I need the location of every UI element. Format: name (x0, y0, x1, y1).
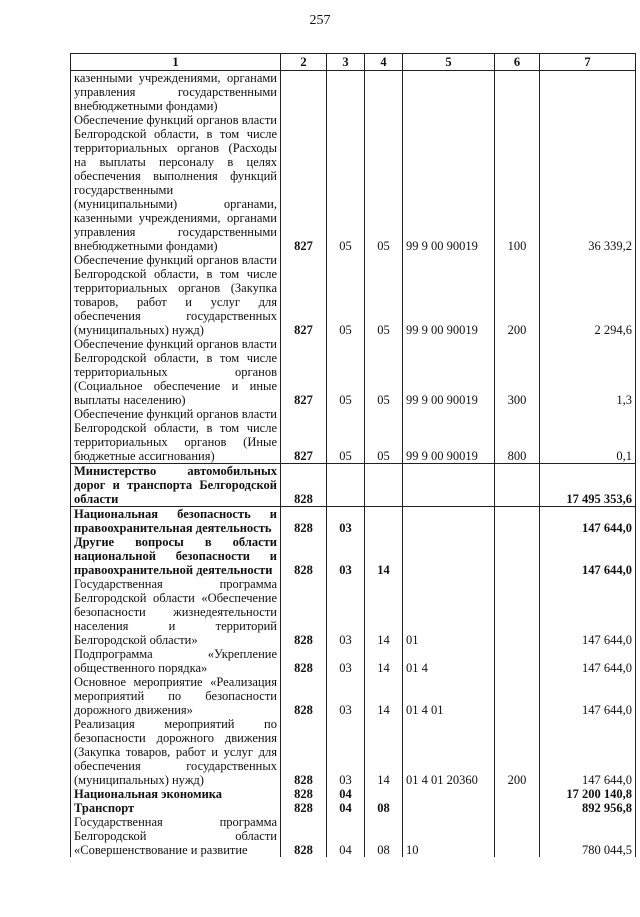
cell-section: 05 (327, 337, 365, 407)
table-row (71, 71, 636, 114)
cell-ministry-code: 827 (281, 337, 327, 407)
cell-expense-type (495, 464, 540, 507)
cell-section: 03 (327, 647, 365, 675)
cell-section: 04 (327, 801, 365, 815)
cell-subsection: 14 (365, 675, 403, 717)
cell-section (327, 464, 365, 507)
cell-subsection: 08 (365, 815, 403, 857)
table-row (71, 787, 636, 801)
cell-amount: 147 644,0 (540, 535, 636, 577)
table-row (71, 675, 636, 717)
cell-expense-type: 200 (495, 717, 540, 787)
cell-subsection (365, 71, 403, 114)
cell-section: 05 (327, 113, 365, 253)
cell-section: 03 (327, 717, 365, 787)
page-number: 257 (309, 13, 331, 28)
cell-subsection: 05 (365, 337, 403, 407)
cell-expense-type: 800 (495, 407, 540, 464)
table-row (71, 407, 636, 464)
cell-target-item (403, 71, 495, 114)
cell-target-item (403, 535, 495, 577)
cell-expense-type (495, 577, 540, 647)
cell-ministry-code: 828 (281, 577, 327, 647)
cell-amount: 2 294,6 (540, 253, 636, 337)
table-row (71, 507, 636, 536)
cell-expense-type (495, 675, 540, 717)
cell-expense-type (495, 507, 540, 536)
cell-subsection: 14 (365, 535, 403, 577)
cell-description: Обеспечение функций органов власти Белгородской области, в том числе территориальных органов (Закупка товаров, работ и услуг для обеспечения государственных (муниципальных) нужд) (71, 253, 281, 337)
cell-description: Государственная программа Белгородской области «Обеспечение безопасности жизнедеятельности населения и территорий Белгородской области» (71, 577, 281, 647)
cell-description: Обеспечение функций органов власти Белгородской области, в том числе территориальных органов (Расходы на выплаты персоналу в целях обеспечения выполнения функций государственными (муниципальными) органами, казенными учреждениями, органами управления государственными внебюджетными фондами) (71, 113, 281, 253)
cell-target-item: 01 4 01 (403, 675, 495, 717)
cell-section: 05 (327, 407, 365, 464)
cell-subsection: 05 (365, 407, 403, 464)
cell-ministry-code (281, 71, 327, 114)
cell-ministry-code: 828 (281, 507, 327, 536)
cell-section: 03 (327, 507, 365, 536)
cell-subsection: 05 (365, 253, 403, 337)
cell-amount: 147 644,0 (540, 577, 636, 647)
cell-amount: 147 644,0 (540, 507, 636, 536)
cell-target-item (403, 787, 495, 801)
cell-target-item: 10 (403, 815, 495, 857)
cell-expense-type (495, 535, 540, 577)
cell-amount: 147 644,0 (540, 675, 636, 717)
cell-amount: 892 956,8 (540, 801, 636, 815)
cell-description: Другие вопросы в области национальной безопасности и правоохранительной деятельности (71, 535, 281, 577)
cell-expense-type: 300 (495, 337, 540, 407)
cell-target-item (403, 464, 495, 507)
cell-target-item: 99 9 00 90019 (403, 407, 495, 464)
cell-amount: 147 644,0 (540, 647, 636, 675)
cell-subsection: 08 (365, 801, 403, 815)
budget-table (70, 53, 636, 857)
cell-amount: 17 200 140,8 (540, 787, 636, 801)
cell-amount (540, 71, 636, 114)
cell-subsection: 14 (365, 577, 403, 647)
cell-expense-type (495, 815, 540, 857)
cell-section: 03 (327, 577, 365, 647)
cell-ministry-code: 828 (281, 464, 327, 507)
header-col-7: 7 (540, 54, 636, 71)
cell-description: Государственная программа Белгородской области «Совершенствование и развитие (71, 815, 281, 857)
cell-ministry-code: 828 (281, 815, 327, 857)
cell-expense-type: 100 (495, 113, 540, 253)
header-row (71, 54, 636, 71)
cell-subsection: 14 (365, 717, 403, 787)
cell-description: Транспорт (71, 801, 281, 815)
header-col-1: 1 (71, 54, 281, 71)
cell-amount: 780 044,5 (540, 815, 636, 857)
cell-amount: 147 644,0 (540, 717, 636, 787)
cell-ministry-code: 828 (281, 787, 327, 801)
cell-section: 04 (327, 815, 365, 857)
header-col-3: 3 (327, 54, 365, 71)
cell-subsection (365, 464, 403, 507)
cell-description: казенными учреждениями, органами управления государственными внебюджетными фондами) (71, 71, 281, 114)
cell-amount: 0,1 (540, 407, 636, 464)
cell-amount: 36 339,2 (540, 113, 636, 253)
cell-expense-type: 200 (495, 253, 540, 337)
table-row (71, 337, 636, 407)
cell-section (327, 71, 365, 114)
header-col-4: 4 (365, 54, 403, 71)
cell-expense-type (495, 801, 540, 815)
cell-ministry-code: 828 (281, 717, 327, 787)
header-col-5: 5 (403, 54, 495, 71)
cell-subsection (365, 787, 403, 801)
table-row (71, 717, 636, 787)
cell-description: Реализация мероприятий по безопасности дорожного движения (Закупка товаров, работ и услуг для обеспечения государственных (муниципальных) нужд) (71, 717, 281, 787)
table-row (71, 464, 636, 507)
table-row (71, 113, 636, 253)
table-row (71, 253, 636, 337)
cell-target-item: 99 9 00 90019 (403, 337, 495, 407)
cell-target-item: 99 9 00 90019 (403, 253, 495, 337)
cell-amount: 17 495 353,6 (540, 464, 636, 507)
cell-target-item: 01 4 (403, 647, 495, 675)
table-row (71, 577, 636, 647)
cell-target-item (403, 507, 495, 536)
cell-section: 04 (327, 787, 365, 801)
cell-description: Подпрограмма «Укрепление общественного порядка» (71, 647, 281, 675)
cell-target-item (403, 801, 495, 815)
table-row (71, 815, 636, 857)
cell-ministry-code: 828 (281, 675, 327, 717)
cell-ministry-code: 827 (281, 407, 327, 464)
cell-expense-type (495, 71, 540, 114)
cell-section: 05 (327, 253, 365, 337)
cell-section: 03 (327, 535, 365, 577)
header-col-2: 2 (281, 54, 327, 71)
cell-subsection: 14 (365, 647, 403, 675)
cell-ministry-code: 828 (281, 535, 327, 577)
cell-description: Обеспечение функций органов власти Белгородской области, в том числе территориальных органов (Социальное обеспечение и иные выплаты населению) (71, 337, 281, 407)
cell-target-item: 99 9 00 90019 (403, 113, 495, 253)
cell-subsection: 05 (365, 113, 403, 253)
header-col-6: 6 (495, 54, 540, 71)
cell-expense-type (495, 787, 540, 801)
cell-description: Обеспечение функций органов власти Белгородской области, в том числе территориальных органов (Иные бюджетные ассигнования) (71, 407, 281, 464)
table-row (71, 647, 636, 675)
cell-amount: 1,3 (540, 337, 636, 407)
cell-target-item: 01 (403, 577, 495, 647)
cell-ministry-code: 828 (281, 647, 327, 675)
cell-ministry-code: 827 (281, 113, 327, 253)
cell-section: 03 (327, 675, 365, 717)
table-row (71, 535, 636, 577)
cell-expense-type (495, 647, 540, 675)
cell-ministry-code: 828 (281, 801, 327, 815)
cell-ministry-code: 827 (281, 253, 327, 337)
cell-subsection (365, 507, 403, 536)
cell-description: Министерство автомобильных дорог и транспорта Белгородской области (71, 464, 281, 507)
cell-description: Национальная безопасность и правоохранительная деятельность (71, 507, 281, 536)
cell-target-item: 01 4 01 20360 (403, 717, 495, 787)
cell-description: Основное мероприятие «Реализация мероприятий по безопасности дорожного движения» (71, 675, 281, 717)
table-row (71, 801, 636, 815)
cell-description: Национальная экономика (71, 787, 281, 801)
